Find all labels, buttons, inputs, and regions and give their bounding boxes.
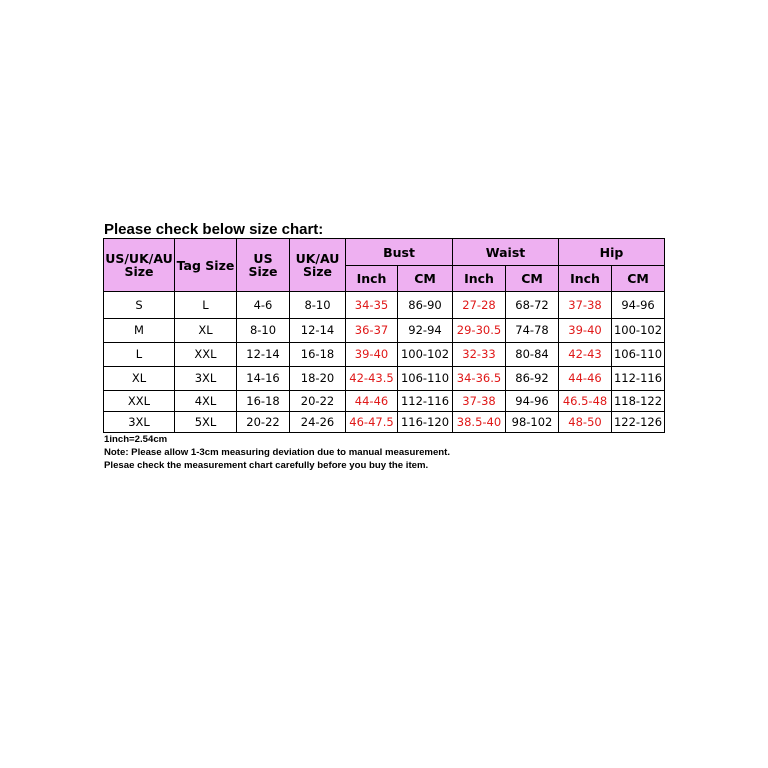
cell-tag-size: L — [175, 292, 237, 319]
header-us-uk-au-size: US/UK/AU Size — [104, 239, 175, 292]
cell-uk-au-size: 18-20 — [290, 367, 346, 391]
cell-bust-cm: 112-116 — [398, 391, 453, 412]
unit-conversion-note: 1inch=2.54cm — [104, 434, 168, 445]
cell-waist-inch: 32-33 — [453, 343, 506, 367]
cell-waist-inch: 29-30.5 — [453, 319, 506, 343]
header-us-size: US Size — [237, 239, 290, 292]
cell-waist-cm: 86-92 — [506, 367, 559, 391]
cell-tag-size: XL — [175, 319, 237, 343]
header-hip: Hip — [559, 239, 665, 266]
cell-us-size: 12-14 — [237, 343, 290, 367]
table-row — [104, 319, 665, 343]
cell-waist-inch: 37-38 — [453, 391, 506, 412]
cell-hip-inch: 46.5-48 — [559, 391, 612, 412]
cell-bust-cm: 116-120 — [398, 412, 453, 433]
cell-bust-cm: 106-110 — [398, 367, 453, 391]
cell-waist-cm: 68-72 — [506, 292, 559, 319]
cell-waist-cm: 98-102 — [506, 412, 559, 433]
cell-bust-inch: 46-47.5 — [346, 412, 398, 433]
cell-bust-inch: 42-43.5 — [346, 367, 398, 391]
cell-tag-size: 4XL — [175, 391, 237, 412]
cell-uk-au-size: 24-26 — [290, 412, 346, 433]
cell-size: 3XL — [104, 412, 175, 433]
cell-size: XXL — [104, 391, 175, 412]
check-chart-note: Plesae check the measurement chart carefully before you buy the item. — [104, 460, 429, 471]
cell-hip-cm: 100-102 — [612, 319, 665, 343]
header-waist: Waist — [453, 239, 559, 266]
size-chart-notes — [104, 433, 450, 472]
cell-hip-cm: 112-116 — [612, 367, 665, 391]
cell-bust-cm: 92-94 — [398, 319, 453, 343]
cell-size: M — [104, 319, 175, 343]
cell-us-size: 16-18 — [237, 391, 290, 412]
cell-tag-size: XXL — [175, 343, 237, 367]
header-waist-inch: Inch — [453, 266, 506, 292]
cell-uk-au-size: 8-10 — [290, 292, 346, 319]
cell-hip-cm: 118-122 — [612, 391, 665, 412]
cell-hip-inch: 42-43 — [559, 343, 612, 367]
cell-waist-inch: 38.5-40 — [453, 412, 506, 433]
cell-us-size: 8-10 — [237, 319, 290, 343]
table-row — [104, 343, 665, 367]
header-waist-cm: CM — [506, 266, 559, 292]
cell-bust-cm: 86-90 — [398, 292, 453, 319]
cell-uk-au-size: 20-22 — [290, 391, 346, 412]
header-hip-cm: CM — [612, 266, 665, 292]
cell-size: S — [104, 292, 175, 319]
cell-hip-cm: 122-126 — [612, 412, 665, 433]
cell-hip-cm: 106-110 — [612, 343, 665, 367]
cell-waist-inch: 34-36.5 — [453, 367, 506, 391]
cell-hip-inch: 44-46 — [559, 367, 612, 391]
cell-bust-cm: 100-102 — [398, 343, 453, 367]
cell-hip-inch: 37-38 — [559, 292, 612, 319]
header-bust: Bust — [346, 239, 453, 266]
table-row — [104, 412, 665, 433]
cell-bust-inch: 39-40 — [346, 343, 398, 367]
header-bust-inch: Inch — [346, 266, 398, 292]
size-chart-table — [103, 238, 665, 433]
cell-uk-au-size: 12-14 — [290, 319, 346, 343]
cell-waist-cm: 74-78 — [506, 319, 559, 343]
cell-waist-cm: 80-84 — [506, 343, 559, 367]
cell-waist-inch: 27-28 — [453, 292, 506, 319]
measurement-deviation-note: Note: Please allow 1-3cm measuring deviation due to manual measurement. — [104, 447, 451, 458]
cell-hip-cm: 94-96 — [612, 292, 665, 319]
table-row — [104, 292, 665, 319]
cell-tag-size: 3XL — [175, 367, 237, 391]
cell-us-size: 14-16 — [237, 367, 290, 391]
header-hip-inch: Inch — [559, 266, 612, 292]
cell-bust-inch: 34-35 — [346, 292, 398, 319]
cell-us-size: 4-6 — [237, 292, 290, 319]
size-chart-title: Please check below size chart: — [104, 221, 324, 238]
cell-size: L — [104, 343, 175, 367]
cell-size: XL — [104, 367, 175, 391]
cell-waist-cm: 94-96 — [506, 391, 559, 412]
cell-bust-inch: 44-46 — [346, 391, 398, 412]
table-header — [104, 239, 665, 292]
cell-hip-inch: 39-40 — [559, 319, 612, 343]
header-uk-au-size: UK/AU Size — [290, 239, 346, 292]
cell-bust-inch: 36-37 — [346, 319, 398, 343]
cell-us-size: 20-22 — [237, 412, 290, 433]
cell-uk-au-size: 16-18 — [290, 343, 346, 367]
cell-hip-inch: 48-50 — [559, 412, 612, 433]
table-row — [104, 367, 665, 391]
table-row — [104, 391, 665, 412]
header-bust-cm: CM — [398, 266, 453, 292]
cell-tag-size: 5XL — [175, 412, 237, 433]
header-tag-size: Tag Size — [175, 239, 237, 292]
